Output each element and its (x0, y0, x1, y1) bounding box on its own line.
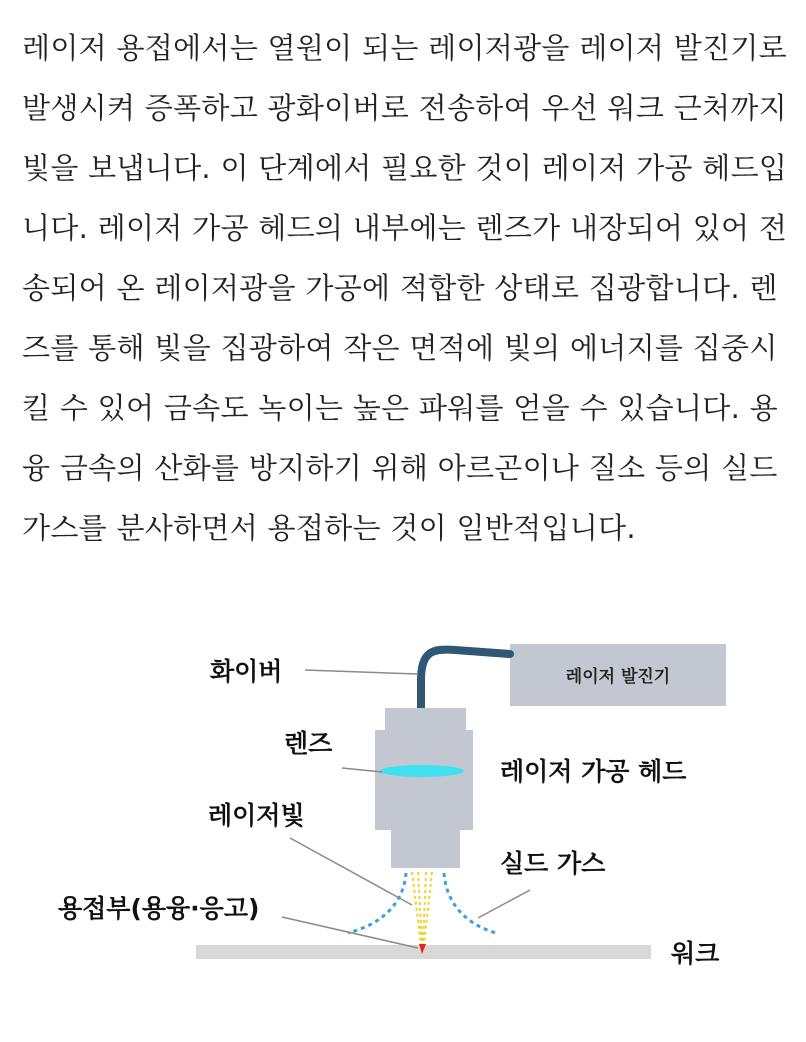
processing-head-label: 레이저 가공 헤드 (500, 757, 687, 786)
laser-beam-label: 레이저빛 (208, 801, 305, 830)
lens-label: 렌즈 (284, 729, 333, 758)
laser-processing-head (375, 708, 473, 868)
lens (380, 765, 464, 777)
fiber-label: 화이버 (210, 657, 283, 686)
weld-zone-label: 용접부(용융·응고) (58, 894, 260, 923)
laser-oscillator-label: 레이저 발진기 (565, 667, 671, 687)
optical-fiber (421, 650, 510, 714)
workpiece-label: 워크 (671, 939, 720, 968)
laser-beam (412, 872, 432, 944)
shield-gas-label: 실드 가스 (500, 849, 606, 878)
intro-paragraph: 레이저 용접에서는 열원이 되는 레이저광을 레이저 발진기로 발생시켜 증폭하고 광화이버로 전송하여 우선 워크 근처까지 빛을 보냅니다. 이 단계에서 필요한 것이 레이저 가공 헤드입니다. 레이저 가공 헤드의 내부에는 렌즈가 내장되어 있어 전송되어 온 레이저광을 가공에 적합한 상태로 집광합니다. 렌즈를 통해 빛을 집광하여 작은 면적에 빛의 에너지를 집중시킬 수 있어 금속도 녹이는 높은 파워를 얻을 수 있습니다. 용융 금속의 산화를 방지하기 위해 아르곤이나 질소 등의 실드 가스를 분사하면서 용접하는 것이 일반적입니다. (22, 31, 788, 545)
